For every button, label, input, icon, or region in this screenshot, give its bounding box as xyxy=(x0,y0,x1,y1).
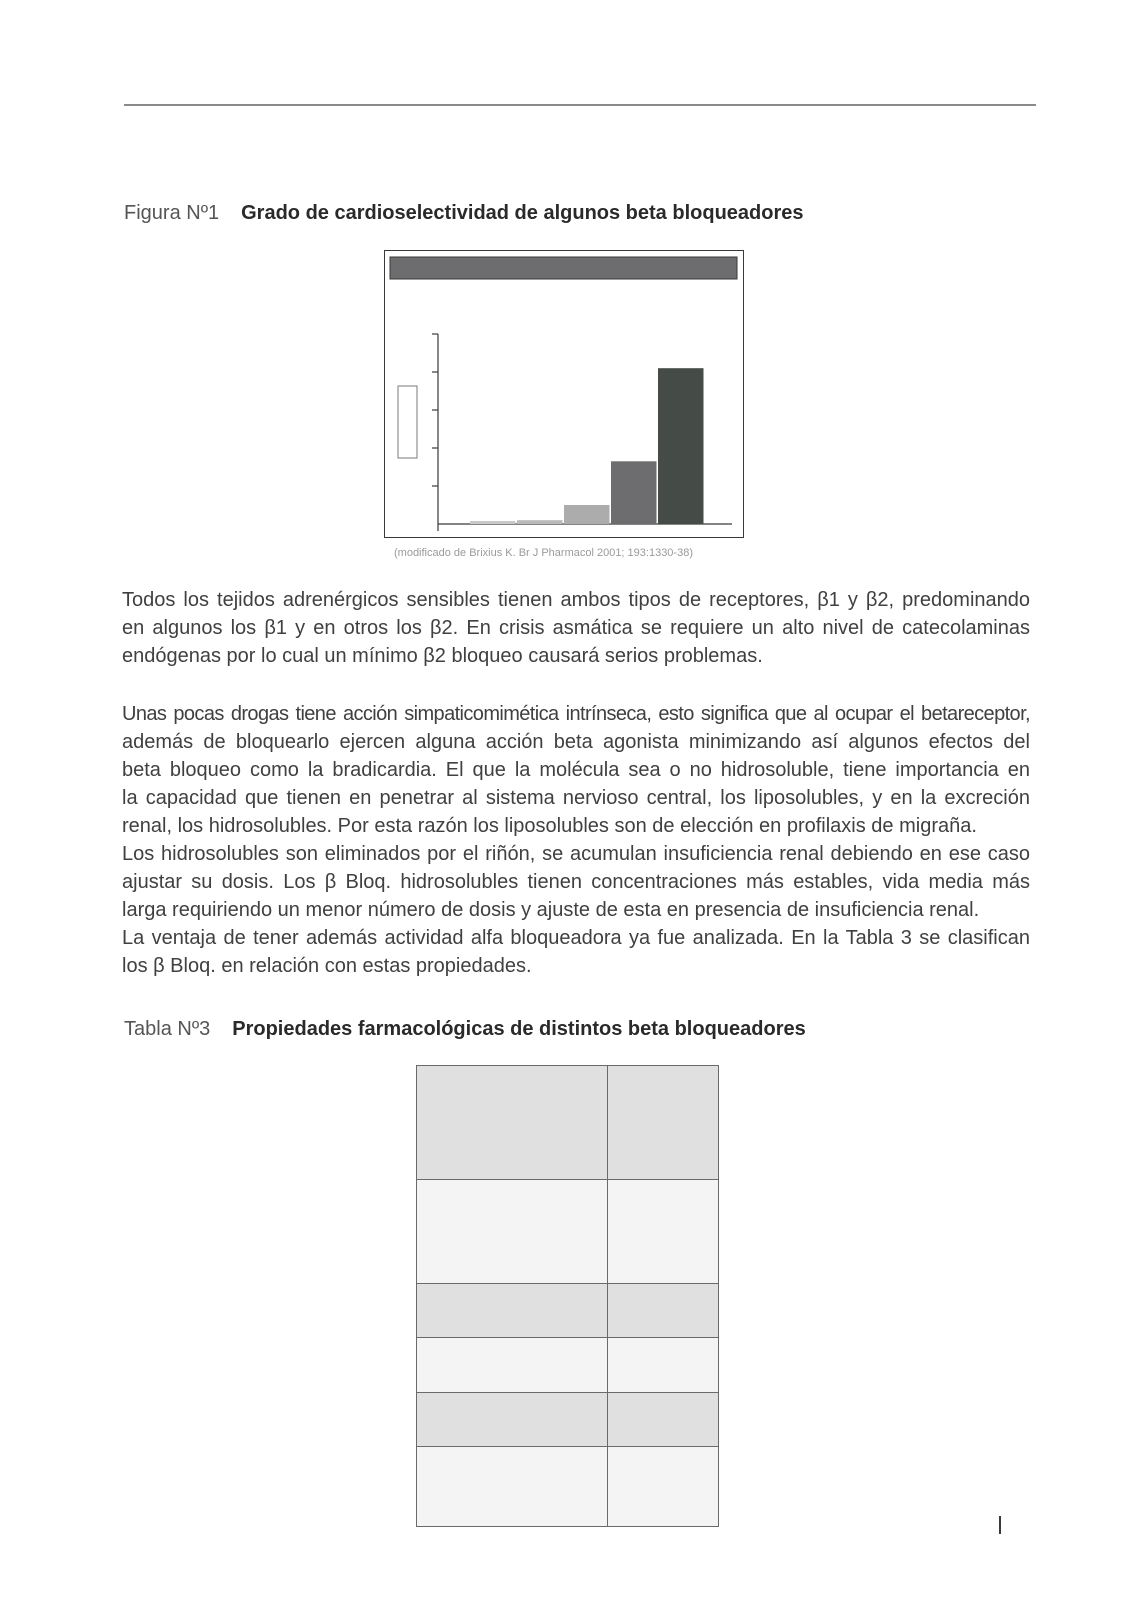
table-row xyxy=(417,1284,719,1338)
text-line: ajustar su dosis. Los β Bloq. hidrosolubles tienen concentraciones más estables, vida media más xyxy=(122,871,1030,893)
bar-chart-svg xyxy=(385,251,745,539)
bar-2 xyxy=(517,520,563,524)
table-caption xyxy=(124,1018,806,1041)
bar-1 xyxy=(470,521,516,524)
table-cell xyxy=(608,1284,719,1338)
paragraph-receptors xyxy=(122,586,1030,670)
page-number-mark xyxy=(999,1516,1001,1534)
header-rule xyxy=(124,104,1036,106)
bar-3 xyxy=(564,505,610,524)
bar-4 xyxy=(611,461,657,524)
table-cell xyxy=(608,1066,719,1180)
text-line: en algunos los β1 y en otros los β2. En crisis asmática se requiere un alto nivel de catecolaminas xyxy=(122,617,1030,639)
figure-source: (modificado de Brixius K. Br J Pharmacol 2001; 193:1330-38) xyxy=(394,547,693,559)
table-cell xyxy=(417,1066,608,1180)
text-line: endógenas por lo cual un mínimo β2 bloqueo causará serios problemas. xyxy=(122,645,763,667)
text-line: Los hidrosolubles son eliminados por el riñón, se acumulan insuficiencia renal debiendo en ese caso xyxy=(122,843,1030,865)
table-cell xyxy=(608,1180,719,1284)
text-line: la capacidad que tienen en penetrar al sistema nervioso central, los liposolubles, y en la excreción xyxy=(122,787,1030,809)
text-line: La ventaja de tener además actividad alfa bloqueadora ya fue analizada. En la Tabla 3 se clasifican xyxy=(122,927,1030,949)
table-cell xyxy=(417,1180,608,1284)
table-row xyxy=(417,1447,719,1527)
legend-box xyxy=(398,386,417,458)
table-row xyxy=(417,1393,719,1447)
y-ticks xyxy=(432,334,438,486)
table-cell xyxy=(608,1447,719,1527)
bar-chart xyxy=(384,250,744,538)
table-row xyxy=(417,1338,719,1393)
text-line: renal, los hidrosolubles. Por esta razón los liposolubles son de elección en profilaxis de migraña. xyxy=(122,815,977,837)
table-cell xyxy=(608,1338,719,1393)
figure-title: Grado de cardioselectividad de algunos beta bloqueadores xyxy=(241,202,804,224)
properties-table xyxy=(416,1065,719,1527)
table-row xyxy=(417,1180,719,1284)
paragraph-properties xyxy=(122,700,1030,980)
table-title: Propiedades farmacológicas de distintos beta bloqueadores xyxy=(232,1018,806,1040)
figure-label: Figura Nº1 xyxy=(124,202,220,224)
text-line: los β Bloq. en relación con estas propiedades. xyxy=(122,955,532,977)
table-cell xyxy=(608,1393,719,1447)
bars xyxy=(470,368,704,524)
table-row xyxy=(417,1066,719,1180)
table-cell xyxy=(417,1284,608,1338)
text-line: Unas pocas drogas tiene acción simpaticomimética intrínseca, esto significa que al ocupar el betareceptor, xyxy=(122,703,1030,725)
chart-header-bar xyxy=(390,257,737,279)
text-line: larga requiriendo un menor número de dosis y ajuste de esta en presencia de insuficiencia renal. xyxy=(122,899,980,921)
figure-caption xyxy=(124,202,804,225)
table-cell xyxy=(417,1393,608,1447)
table-cell xyxy=(417,1447,608,1527)
text-line: beta bloqueo como la bradicardia. El que la molécula sea o no hidrosoluble, tiene importancia en xyxy=(122,759,1030,781)
text-line: Todos los tejidos adrenérgicos sensibles tienen ambos tipos de receptores, β1 y β2, predominando xyxy=(122,589,1030,611)
table-label: Tabla Nº3 xyxy=(124,1018,211,1040)
table-cell xyxy=(417,1338,608,1393)
text-line: además de bloquearlo ejercen alguna acción beta agonista minimizando así algunos efectos del xyxy=(122,731,1030,753)
bar-5 xyxy=(658,368,704,524)
